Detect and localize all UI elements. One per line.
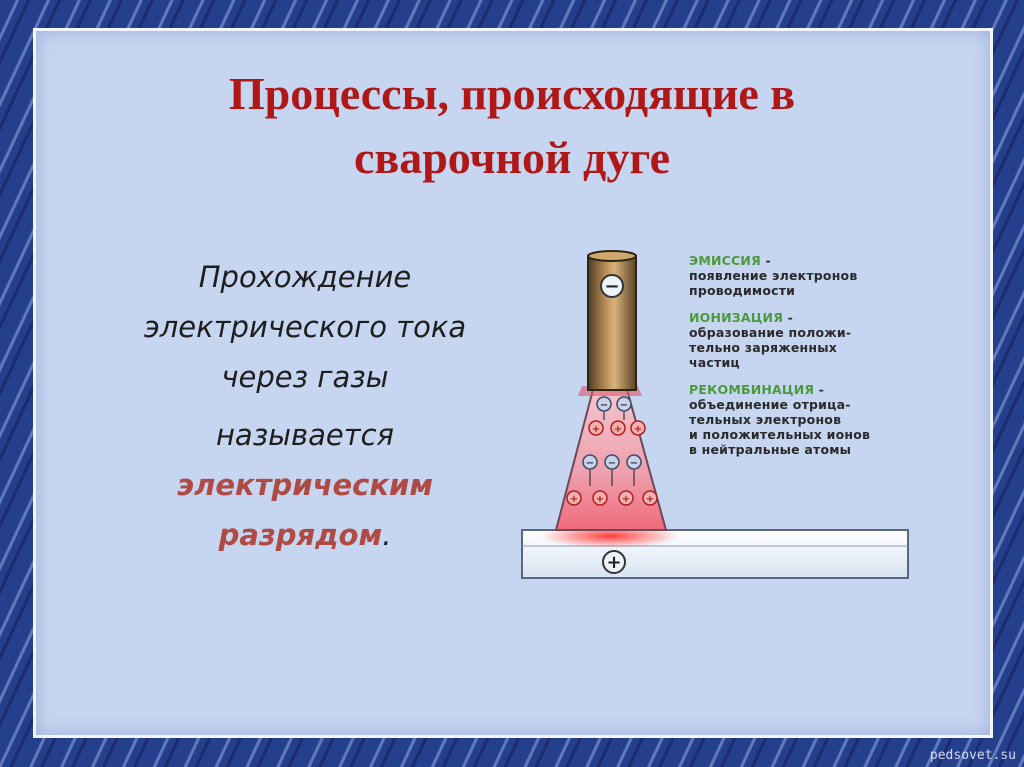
svg-text:−: − <box>629 458 639 469</box>
recombination-line-4: в нейтральные атомы <box>689 442 852 457</box>
ionization-line-3: частиц <box>689 355 740 370</box>
svg-text:+: + <box>606 552 622 573</box>
svg-text:+: + <box>613 424 623 435</box>
recombination-line-3: и положительных ионов <box>689 427 871 442</box>
text-line-4: называется <box>215 418 395 452</box>
emission-line-1: появление электронов <box>689 268 858 283</box>
watermark: pedsovet.su <box>929 748 1016 763</box>
svg-text:−: − <box>619 400 629 411</box>
title-line-1: Процессы, происходящие в <box>228 68 796 119</box>
svg-text:−: − <box>585 458 595 469</box>
definition-text <box>100 252 510 560</box>
recombination-term: РЕКОМБИНАЦИЯ <box>689 382 815 397</box>
ionization-line-1: образование положи- <box>689 325 852 340</box>
ionization-term: ИОНИЗАЦИЯ <box>689 310 784 325</box>
recombination-line-1: объединение отрица- <box>689 397 851 412</box>
text-line-1: Прохождение <box>198 260 412 294</box>
text-line-3: через газы <box>221 360 389 394</box>
svg-text:−: − <box>607 458 617 469</box>
svg-text:+: + <box>591 424 601 435</box>
svg-text:+: + <box>621 494 631 505</box>
electrode <box>588 251 636 390</box>
svg-text:−: − <box>604 276 620 297</box>
text-term-razryad: разрядом <box>218 518 383 552</box>
text-line-6 <box>100 510 510 560</box>
title-line-2: сварочной дуге <box>353 132 671 183</box>
text-line-5: электрическим <box>176 468 434 502</box>
text-line-2: электрического тока <box>143 310 467 344</box>
svg-text:+: + <box>595 494 605 505</box>
svg-text:+: + <box>645 494 655 505</box>
recombination-line-2: тельных электронов <box>689 412 842 427</box>
emission-term: ЭМИССИЯ <box>689 253 761 268</box>
legend-ionization: ИОНИЗАЦИЯ - образование положи- тельно заряженных частиц <box>689 310 929 370</box>
svg-text:+: + <box>633 424 643 435</box>
svg-text:−: − <box>599 400 609 411</box>
svg-text:+: + <box>569 494 579 505</box>
ionization-line-2: тельно заряженных <box>689 340 837 355</box>
process-legend <box>689 253 929 469</box>
emission-line-2: проводимости <box>689 283 796 298</box>
legend-recombination: РЕКОМБИНАЦИЯ - объединение отрица- тельных электронов и положительных ионов в нейтральные атомы <box>689 382 929 457</box>
text-period: . <box>382 518 392 552</box>
slide-title <box>0 62 1024 190</box>
legend-emission: ЭМИССИЯ - появление электронов проводимости <box>689 253 929 298</box>
